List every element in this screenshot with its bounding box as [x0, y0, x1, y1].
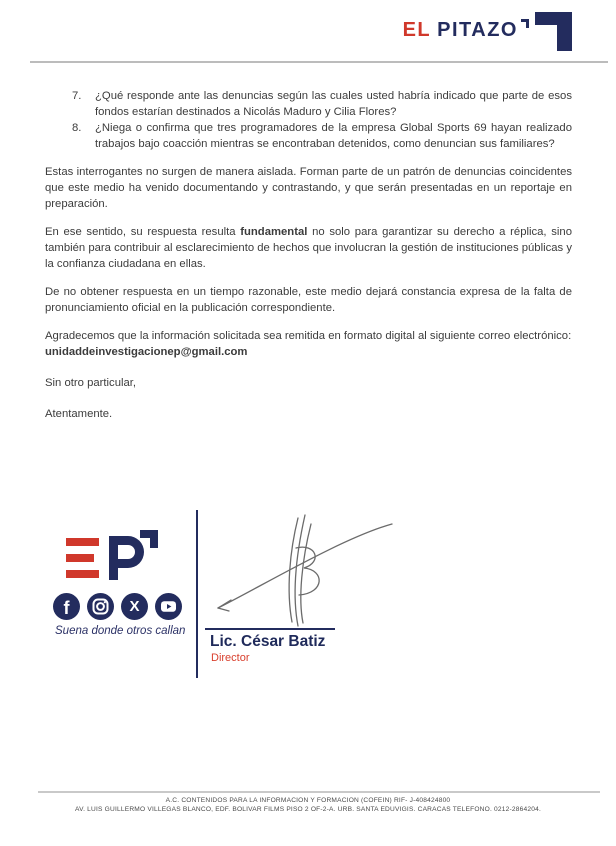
signature-divider [205, 628, 335, 630]
paragraph-2 [45, 224, 572, 272]
letter-body [45, 88, 572, 422]
logo-el-text: EL [402, 18, 432, 41]
social-icons-row [53, 593, 182, 620]
handwritten-signature [212, 510, 402, 630]
list-item-number: 7. [72, 90, 82, 102]
el-pitazo-wordmark [403, 20, 518, 44]
closing-line-2: Atentamente. [45, 408, 113, 420]
ep-logo-icon [60, 530, 168, 588]
signature-section [0, 505, 616, 690]
contact-email: unidaddeinvestigacionep@gmail.com [45, 346, 248, 358]
paragraph-4-text: Agradecemos que la información solicitada sea remitida en formato digital al siguiente correo electrónico: [45, 330, 572, 342]
signer-name: Lic. César Batiz [210, 633, 326, 650]
list-item-number: 8. [72, 122, 82, 134]
list-item-text: ¿Qué responde ante las denuncias según las cuales usted habría indicado que parte de esos fondos estarían destinados a Nicolás Maduro y Cilia Flores? [95, 90, 572, 118]
closing-line-1: Sin otro particular, [45, 377, 137, 389]
footer-line-2: AV. LUIS GUILLERMO VILLEGAS BLANCO, EDF. BOLIVAR FILMS PISO 2 OF-2-A. URB. SANTA EDUVIGIS. CARACAS TELEFONO. 0212-2864204. [75, 806, 541, 813]
facebook-icon: f [53, 593, 80, 620]
footer-divider [38, 791, 600, 793]
paragraph-4 [45, 328, 572, 360]
list-item-text: ¿Niega o confirma que tres programadores de la empresa Global Sports 69 hayan realizado trabajos bajo coacción mientras se encontraban detenidos, como denuncian sus familiares? [95, 122, 572, 150]
paragraph-3: De no obtener respuesta en un tiempo razonable, este medio dejará constancia expresa de la falta de pronunciamiento oficial en la publicación correspondiente. [45, 286, 572, 314]
question-list [72, 88, 572, 152]
logo-pitazo-text: PITAZO [437, 18, 518, 41]
tagline: Suena donde otros callan [55, 625, 186, 637]
footer-line-1: A.C. CONTENIDOS PARA LA INFORMACION Y FORMACION (COFEIN) RIF- J-408424800 [165, 797, 451, 804]
instagram-icon [87, 593, 114, 620]
paragraph-2-start: En ese sentido, su respuesta resulta [45, 226, 241, 238]
corner-mark-large-icon [535, 12, 572, 51]
youtube-icon [155, 593, 182, 620]
paragraph-1: Estas interrogantes no surgen de manera aislada. Forman parte de un patrón de denuncias coincidentes que este medio ha venido documentando y contrastando, y que serán presentadas en un reportaje en preparación. [45, 166, 572, 210]
el-pitazo-logo [403, 12, 572, 51]
footer [0, 796, 616, 814]
list-item [72, 88, 572, 120]
vertical-divider [196, 510, 198, 678]
signer-title: Director [211, 652, 250, 664]
paragraph-2-bold: fundamental [240, 226, 308, 238]
paragraph-2-end: no solo para garantizar su derecho a réplica, sino también para contribuir al esclarecimiento de hechos que involucran la gestión de instituciones públicas y la confianza ciudadana en ellas. [45, 226, 572, 270]
x-icon: X [121, 593, 148, 620]
header-divider [30, 61, 608, 63]
corner-mark-small-icon [521, 19, 529, 28]
list-item [72, 120, 572, 152]
